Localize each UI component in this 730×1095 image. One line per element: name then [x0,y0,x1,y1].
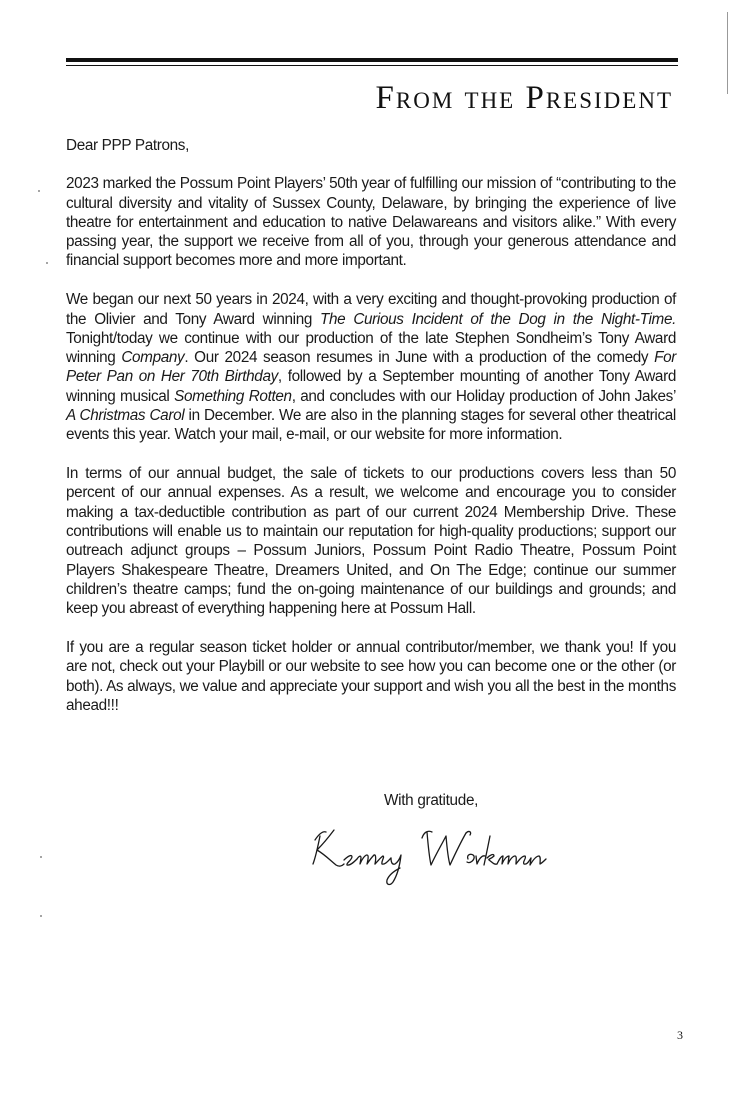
paragraph-budget: In terms of our annual budget, the sale of tickets to our productions covers less than 50 percent of our annual expenses. As a result, we welcome and encourage you to consider making a tax-deductible contribution as part of our current 2024 Membership Drive. These contributions will enable us to maintain our reputation for high-quality productions; support our outreach adjunct groups – Possum Juniors, Possum Point Radio Theatre, Possum Point Players Shakespeare Theatre, Dreamers United, and On The Edge; continue our summer children’s theatre camps; fund the on-going maintenance of our buildings and grounds; and keep you abreast of everything happening here at Possum Hall. [66,465,676,618]
header-rule-thin [66,65,678,66]
scan-speck [46,262,48,264]
page-number: 3 [677,1028,683,1042]
closing: With gratitude, [384,792,479,809]
production-title: A Christmas Carol [66,407,185,425]
paragraph-mission: 2023 marked the Possum Point Players’ 50th year of fulfilling our mission of “contributing to the cultural diversity and vitality of Sussex County, Delaware, by bringing the experience of live theatre for entertainment and education to native Delawareans and visitors alike.” With every passing year, the support we receive from all of you, through your generous attendance and financial support becomes more and more important. [66,175,676,270]
scan-speck [38,190,40,192]
signature [306,818,576,888]
paragraph-season [66,290,676,444]
paragraph-text: , followed by a September mounting of another Tony Award winning musical [66,368,676,405]
production-title: Company [121,349,185,367]
paragraph-thanks: If you are a regular season ticket holder or annual contributor/member, we thank you! If you are not, check out your Playbill or our website to see how you can become one or the other (or both). As always, we value and appreciate your support and wish you all the best in the months ahead!!! [66,639,676,714]
page-title: From the President [375,80,673,116]
scan-speck [40,915,42,917]
production-title: Something Rotten [174,387,292,405]
production-title: For Peter Pan on Her 70th Birthday [66,349,676,386]
paragraph-text: We began our next 50 years in 2024, with a very exciting and thought-provoking production of the Olivier and Tony Award winning [66,291,676,328]
scan-speck [40,856,42,858]
letter-body [66,136,676,735]
greeting: Dear PPP Patrons, [66,137,190,154]
paragraph-text: . Our 2024 season resumes in June with a production of the comedy [184,349,655,367]
page-edge-line [727,12,728,94]
paragraph-text: , and concludes with our Holiday production of John Jakes’ [291,387,676,405]
paragraph-text: in December. We are also in the planning stages for several other theatrical events this year. Watch your mail, e-mail, or our website for more information. [66,407,676,444]
paragraph-text: Tonight/today we continue with our production of the late Stephen Sondheim’s Tony Award winning [66,329,676,367]
header-rule-thick [66,58,678,62]
production-title: The Curious Incident of the Dog in the Night-Time. [320,310,677,328]
